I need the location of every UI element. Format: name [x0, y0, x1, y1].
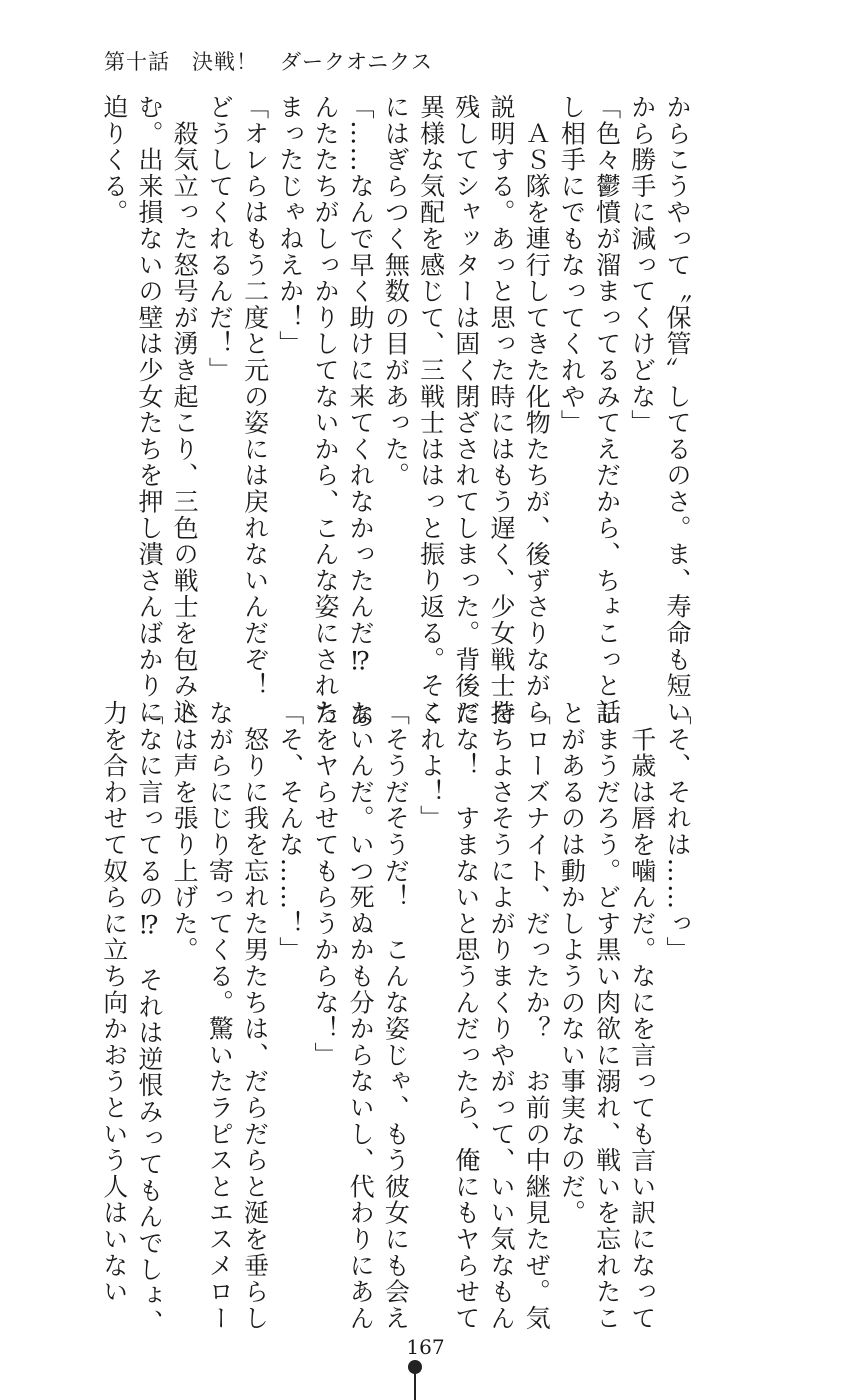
text-line: どうしてくれるんだ！」: [205, 94, 235, 384]
text-line: 「そうだそうだ！ こんな姿じゃ、もう彼女にも会え: [381, 700, 411, 1332]
body-text-lower: [97, 700, 695, 1336]
text-line: たをヤらせてもらうからな！」: [310, 700, 340, 1069]
text-line: 迫りくる。: [99, 94, 129, 226]
text-line: から勝手に減ってくけどな」: [627, 94, 657, 436]
text-line: 「そ、それは……っ」: [663, 700, 692, 963]
text-line: 力を合わせて奴らに立ち向かおうという人はいない: [99, 700, 129, 1305]
text-line: 「ローズナイト、だったか？ お前の中継見たぜ。気: [522, 700, 552, 1332]
text-line: まったじゃねえか！」: [275, 94, 305, 357]
text-line: にはぎらつく無数の目があった。: [381, 94, 411, 489]
text-line: 「色々鬱憤が溜まってるみてえだから、ちょこっと話: [592, 94, 622, 726]
text-line: ＡＳ隊を連行してきた化物たちが、後ずさりながら: [522, 94, 552, 726]
text-line: んたたちがしっかりしてないから、こんな姿にされち: [310, 94, 340, 726]
text-line: む。出来損ないの壁は少女たちを押し潰さんばかりに: [134, 94, 164, 726]
text-line: 「なに言ってるの⁉ それは逆恨みってもんでしょ、: [134, 700, 164, 1336]
text-line: 「そ、そんな……！」: [275, 700, 305, 963]
body-text-upper: [97, 94, 695, 730]
page-number: 167: [406, 1335, 445, 1359]
text-line: しまうだろう。どす黒い肉欲に溺れ、戦いを忘れたこ: [592, 700, 622, 1332]
text-line: くれよ！」: [416, 700, 446, 832]
text-line: 持ちよさそうによがりまくりやがって、いい気なもん: [486, 700, 516, 1332]
text-line: 残してシャッターは固く閉ざされてしまった。背後に: [451, 94, 481, 726]
text-line: 「オレらはもう二度と元の姿には戻れないんだぞ！: [240, 94, 270, 699]
text-line: とがあるのは動かしようのない事実なのだ。: [557, 700, 587, 1226]
page-marker-line: [414, 1372, 416, 1400]
text-line: ながらにじり寄ってくる。驚いたラピスとエスメロー: [205, 700, 235, 1332]
text-line: ドは声を張り上げた。: [170, 700, 200, 963]
chapter-header: 第十話 決戦！ ダークオニクス: [104, 50, 433, 74]
text-line: 殺気立った怒号が湧き起こり、三色の戦士を包み込: [170, 94, 200, 726]
text-line: だな！ すまないと思うんだったら、俺にもヤらせて: [451, 700, 481, 1332]
text-line: ないんだ。いつ死ぬかも分からないし、代わりにあん: [346, 700, 376, 1332]
text-line: 説明する。あっと思った時にはもう遅く、少女戦士を: [486, 94, 516, 726]
text-line: 異様な気配を感じて、三戦士ははっと振り返る。そこ: [416, 94, 446, 726]
text-line: し相手にでもなってくれや」: [557, 94, 587, 436]
text-line: 「……なんで早く助けに来てくれなかったんだ⁉ あ: [346, 94, 376, 730]
text-line: からこうやって〝保管〟してるのさ。ま、寿命も短い: [663, 94, 692, 726]
text-line: 怒りに我を忘れた男たちは、だらだらと涎を垂らし: [240, 700, 270, 1332]
text-line: 千歳は唇を噛んだ。なにを言っても言い訳になって: [627, 700, 657, 1332]
